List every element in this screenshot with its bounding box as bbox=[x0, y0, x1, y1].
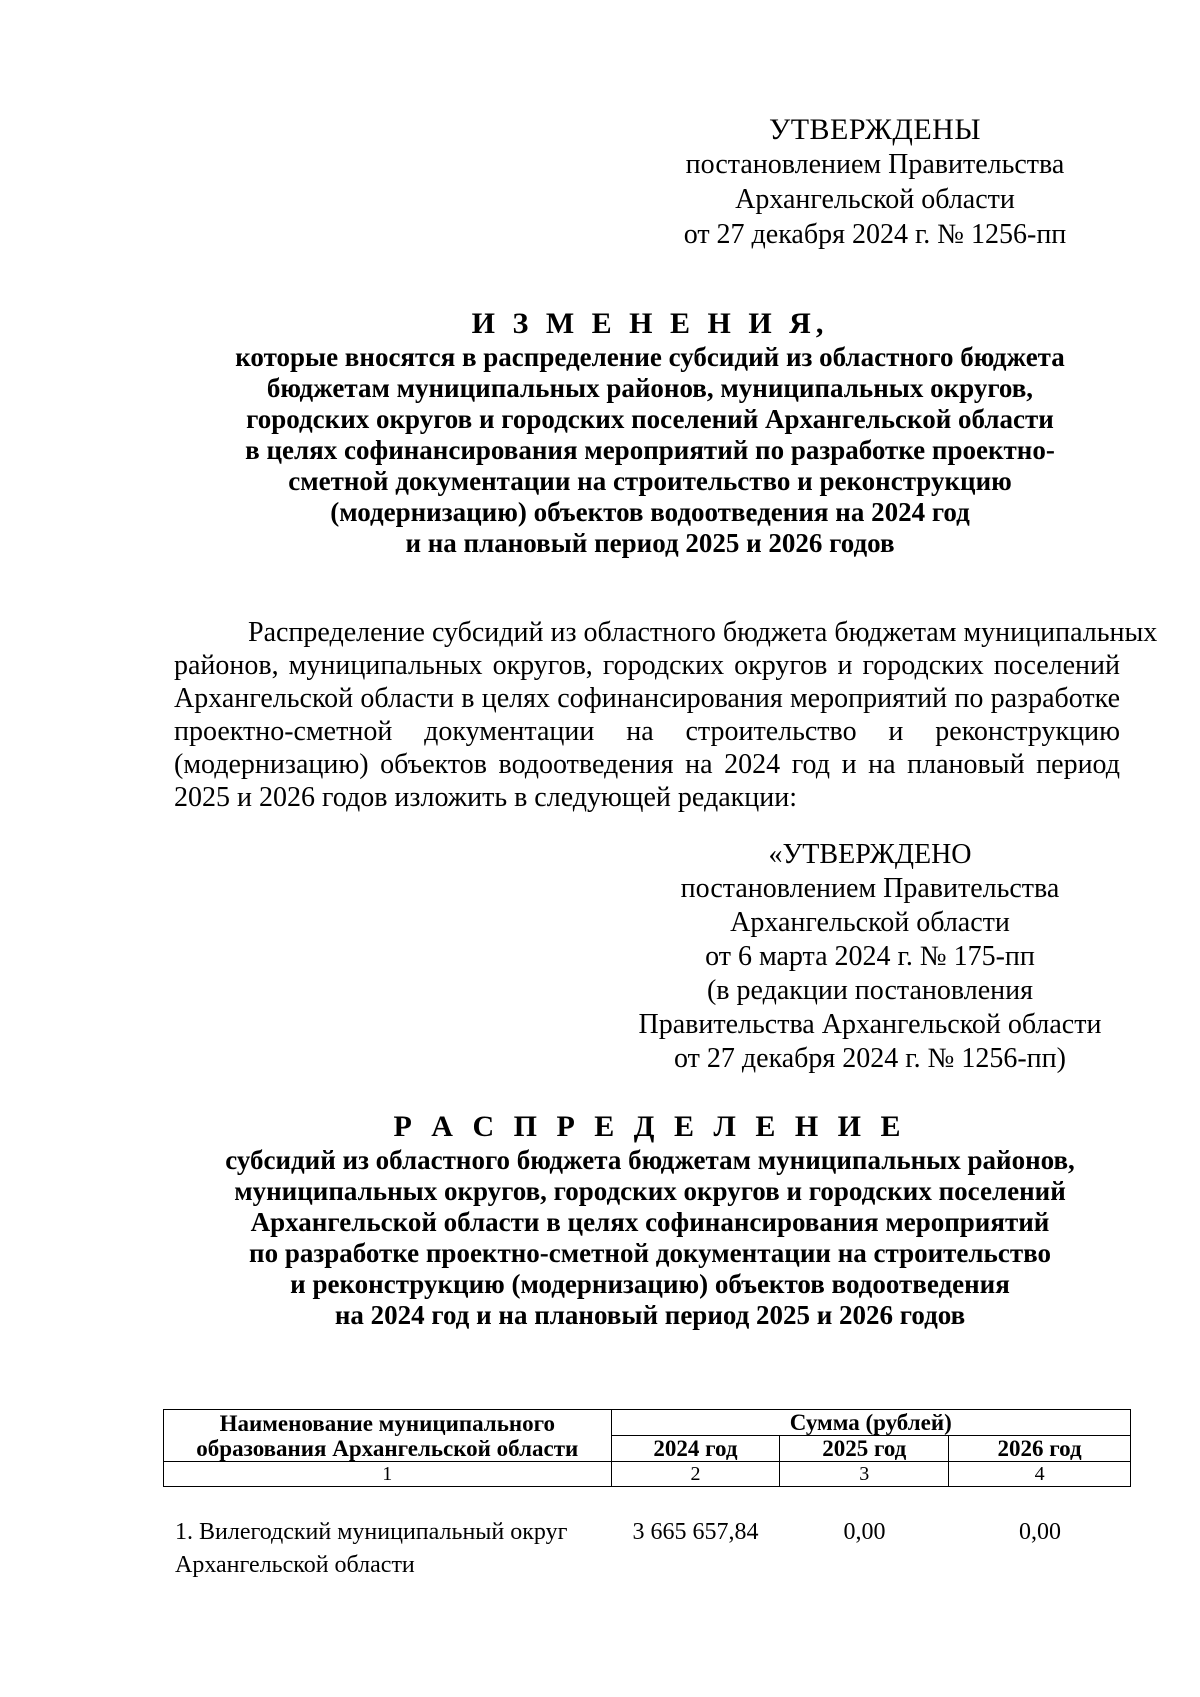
changes-line: (модернизацию) объектов водоотведения на 2024 год bbox=[330, 497, 970, 527]
paragraph-line: проектно-сметной документации на строительство и реконструкцию bbox=[174, 716, 1120, 747]
row-name-line: 1. Вилегодский муниципальный округ bbox=[175, 1519, 568, 1545]
approval2-line: от 27 декабря 2024 г. № 1256-пп) bbox=[674, 1043, 1066, 1074]
approval-line: постановлением Правительства bbox=[685, 149, 1065, 180]
approval2-line: Архангельской области bbox=[730, 907, 1010, 938]
row-value-2026: 0,00 bbox=[1019, 1519, 1061, 1545]
distribution-line: по разработке проектно-сметной документации на строительство bbox=[249, 1238, 1051, 1268]
approval2-line: «УТВЕРЖДЕНО bbox=[768, 839, 972, 870]
body-paragraph bbox=[174, 616, 1158, 814]
header-municipality-line: образования Архангельской области bbox=[196, 1435, 579, 1461]
changes-line: в целях софинансирования мероприятий по разработке проектно- bbox=[245, 435, 1055, 465]
row-municipality-name bbox=[163, 1516, 611, 1582]
header-year-2026: 2026 год bbox=[949, 1436, 1131, 1462]
approval-title: УТВЕРЖДЕНЫ bbox=[768, 113, 982, 146]
header-sum: Сумма (рублей) bbox=[611, 1410, 1130, 1436]
approval2-line: от 6 марта 2024 г. № 175-пп bbox=[705, 941, 1035, 972]
row-value-2024: 3 665 657,84 bbox=[632, 1519, 759, 1545]
header-municipality bbox=[164, 1410, 612, 1462]
distribution-table-body bbox=[163, 1516, 1131, 1582]
table-row bbox=[163, 1516, 1131, 1582]
distribution-heading-block bbox=[100, 1109, 1200, 1331]
changes-line: сметной документации на строительство и реконструкцию bbox=[288, 466, 1012, 496]
paragraph-line: Архангельской области в целях софинансирования мероприятий по разработке bbox=[174, 683, 1120, 714]
distribution-line: субсидий из областного бюджета бюджетам муниципальных районов, bbox=[225, 1145, 1075, 1175]
distribution-table-header bbox=[163, 1409, 1131, 1487]
approval-line: Архангельской области bbox=[735, 184, 1015, 215]
changes-line: и на плановый период 2025 и 2026 годов bbox=[405, 528, 895, 558]
column-number: 2 bbox=[611, 1462, 780, 1487]
distribution-line: на 2024 год и на плановый период 2025 и 2026 годов bbox=[334, 1300, 966, 1330]
paragraph-line: 2025 и 2026 годов изложить в следующей редакции: bbox=[174, 782, 797, 813]
column-number: 4 bbox=[949, 1462, 1131, 1487]
distribution-line: Архангельской области в целях софинансирования мероприятий bbox=[250, 1207, 1050, 1237]
approval2-line: Правительства Архангельской области bbox=[638, 1009, 1102, 1040]
approval-line: от 27 декабря 2024 г. № 1256-пп bbox=[683, 219, 1067, 250]
paragraph-line: районов, муниципальных округов, городских округов и городских поселений bbox=[174, 650, 1120, 681]
distribution-line: и реконструкцию (модернизацию) объектов водоотведения bbox=[290, 1269, 1010, 1299]
header-year-2024: 2024 год bbox=[611, 1436, 780, 1462]
column-number: 1 bbox=[164, 1462, 612, 1487]
distribution-line: муниципальных округов, городских округов и городских поселений bbox=[234, 1176, 1066, 1206]
paragraph-line: Распределение субсидий из областного бюджета бюджетам муниципальных bbox=[248, 617, 1158, 648]
changes-heading: И З М Е Н Е Н И Я, bbox=[471, 307, 829, 340]
changes-heading-block bbox=[100, 306, 1200, 559]
distribution-heading: Р А С П Р Е Д Е Л Е Н И Е bbox=[393, 1110, 907, 1143]
approval2-line: постановлением Правительства bbox=[680, 873, 1060, 904]
changes-line: городских округов и городских поселений Архангельской области bbox=[246, 404, 1054, 434]
changes-line: которые вносятся в распределение субсидий из областного бюджета bbox=[235, 342, 1065, 372]
column-number: 3 bbox=[780, 1462, 949, 1487]
approval-stamp bbox=[660, 112, 1090, 252]
approval-stamp-quoted bbox=[620, 838, 1120, 1076]
row-value-2025: 0,00 bbox=[843, 1519, 886, 1545]
header-year-2025: 2025 год bbox=[780, 1436, 949, 1462]
changes-line: бюджетам муниципальных районов, муниципальных округов, bbox=[266, 373, 1034, 403]
approval2-line: (в редакции постановления bbox=[706, 975, 1034, 1006]
row-name-line: Архангельской области bbox=[175, 1552, 415, 1578]
header-municipality-line: Наименование муниципального bbox=[219, 1410, 555, 1436]
paragraph-line: (модернизацию) объектов водоотведения на 2024 год и на плановый период bbox=[174, 749, 1120, 780]
